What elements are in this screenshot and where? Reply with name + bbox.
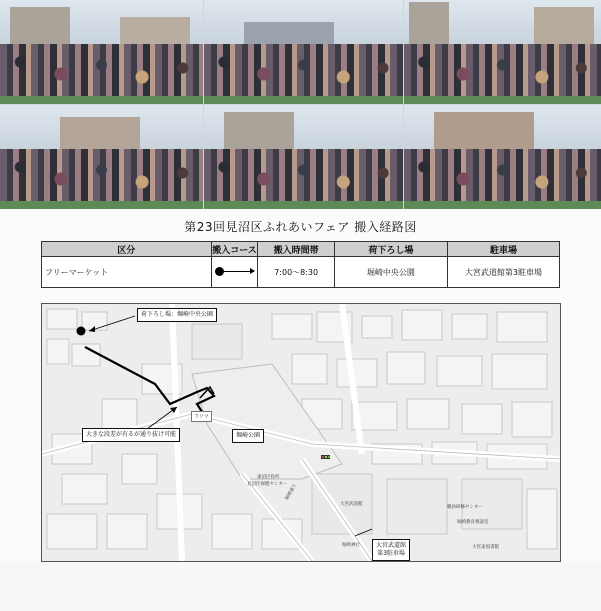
map-small-label: 大宮東図書館 (472, 545, 499, 550)
row-time: 7:00～8:30 (258, 257, 334, 288)
photo-banner (0, 0, 601, 209)
park-label: 堀崎公園 (232, 429, 264, 443)
photo-6 (404, 105, 601, 209)
row-unloading: 堀崎中央公園 (334, 257, 447, 288)
map-small-label: 堀崎通り (284, 483, 299, 502)
photo-2 (204, 0, 403, 104)
photo-5 (204, 105, 403, 209)
parking-label (372, 539, 410, 561)
parking-label-line2: 第3駐車場 (377, 549, 405, 557)
map-small-label: 堀崎教育相談室 (457, 520, 489, 525)
route-map (41, 303, 561, 562)
row-course (211, 257, 258, 288)
photo-4 (0, 105, 203, 209)
map-small-label: 見沼区保健センター (247, 482, 288, 487)
row-parking: 大宮武道館第3駐車場 (447, 257, 559, 288)
flea-market-label: フリマ (191, 411, 212, 422)
header-parking: 駐車場 (447, 242, 559, 257)
step-note-label: 大きな段差が有るが通り抜け可能 (82, 428, 180, 442)
map-small-label: 大宮武道館 (340, 502, 363, 507)
unloading-point-marker (77, 327, 86, 336)
delivery-table (41, 241, 560, 288)
unloading-label: 荷下ろし場：堀崎中央公園 (137, 308, 217, 322)
table-header-row (42, 242, 560, 257)
map-small-label: 東沼区役所 (257, 475, 280, 480)
page-footer-space (0, 562, 601, 611)
header-time: 搬入時間帯 (258, 242, 334, 257)
photo-3 (404, 0, 601, 104)
map-small-label: 堀崎神社 (342, 543, 360, 548)
header-course: 搬入コース (211, 242, 258, 257)
parking-label-line1: 大宮武道館 (376, 542, 407, 549)
table-row (42, 257, 560, 288)
photo-1 (0, 0, 203, 104)
header-unloading: 荷下ろし場 (334, 242, 447, 257)
map-small-label: 職員研修センター (447, 505, 483, 510)
row-category: フリーマーケット (42, 257, 212, 288)
header-category: 区分 (42, 242, 212, 257)
page-title: 第23回見沼区ふれあいフェア 搬入経路図 (184, 220, 417, 234)
route-legend-icon (215, 267, 254, 276)
